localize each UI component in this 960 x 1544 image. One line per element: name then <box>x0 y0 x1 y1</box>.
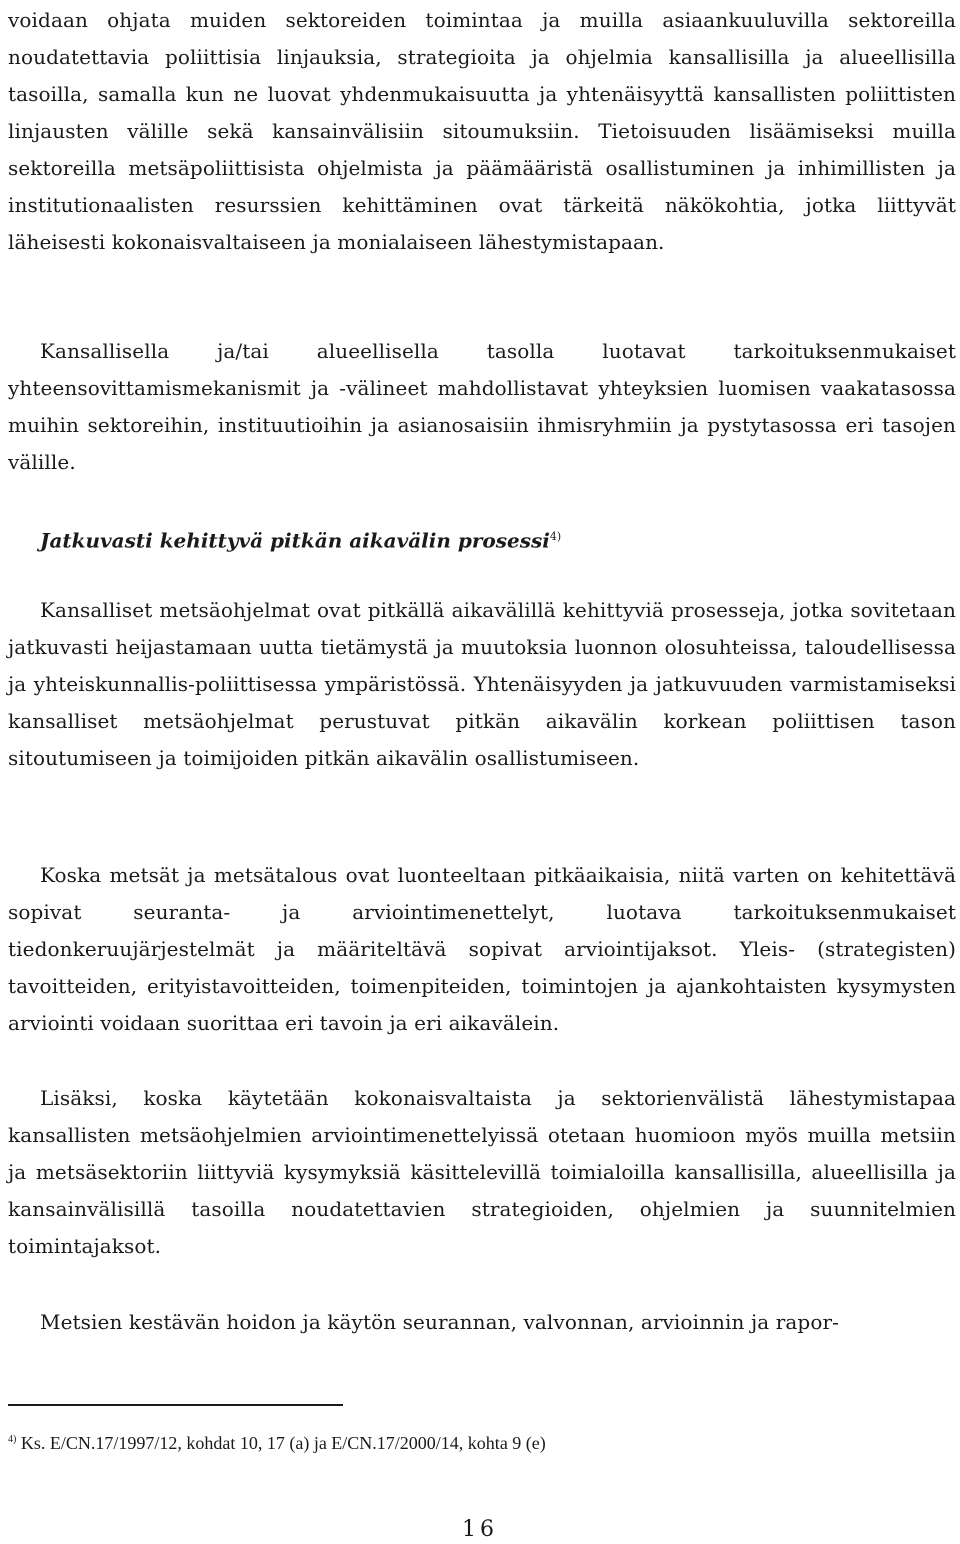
paragraph-text: Koska metsät ja metsätalous ovat luonteeltaan pitkäaikaisia, niitä varten on kehitettävä sopivat seuranta- ja arviointimenettelyt, luotava tarkoituksenmukaiset tiedonkeruujärjestelmät ja määriteltävä sopivat arviointijaksot. Yleis- (strategisten) tavoitteiden, erityistavoitteiden, toimenpiteiden, toimintojen ja ajankohtaisten kysymysten arviointi voidaan suorittaa eri tavoin ja eri aikavälein. <box>8 863 956 1035</box>
footnote-reference: 4) <box>549 530 562 543</box>
paragraph-continued <box>8 2 956 261</box>
paragraph <box>8 1080 956 1265</box>
footnote-divider <box>8 1404 343 1406</box>
footnote-marker: 4) <box>8 1434 17 1445</box>
page-number: 16 <box>462 1517 498 1542</box>
footnote <box>8 1428 908 1455</box>
paragraph-text: Metsien kestävän hoidon ja käytön seurannan, valvonnan, arvioinnin ja rapor- <box>40 1310 839 1334</box>
heading-title: Jatkuvasti kehittyvä pitkän aikavälin prosessi <box>40 528 550 553</box>
paragraph-text: Kansalliset metsäohjelmat ovat pitkällä aikavälillä kehittyviä prosesseja, jotka sovitetaan jatkuvasti heijastamaan uutta tietämystä ja muutoksia luonnon olosuhteissa, taloudellisessa ja yhteiskunnallis-poliittisessa ympäristössä. Yhtenäisyyden ja jatkuvuuden varmistamiseksi kansalliset metsäohjelmat perustuvat pitkän aikavälin korkean poliittisen tason sitoutumiseen ja toimijoiden pitkän aikavälin osallistumiseen. <box>8 598 956 770</box>
paragraph <box>8 857 956 1042</box>
footnote-text: Ks. E/CN.17/1997/12, kohdat 10, 17 (a) ja E/CN.17/2000/14, kohta 9 (e) <box>16 1433 546 1453</box>
paragraph <box>8 1304 956 1341</box>
section-heading-text <box>8 518 956 560</box>
paragraph-text: Lisäksi, koska käytetään kokonaisvaltaista ja sektorienvälistä lähestymistapaa kansallisten metsäohjelmien arviointimenettelyissä otetaan huomioon myös muilla metsiin ja metsäsektoriin liittyviä kysymyksiä käsittelevillä toimialoilla kansallisilla, alueellisilla ja kansainvälisillä tasoilla noudatettavien strategioiden, ohjelmien ja suunnitelmien toimintajaksot. <box>8 1086 956 1258</box>
paragraph <box>8 592 956 777</box>
paragraph-text: voidaan ohjata muiden sektoreiden toimintaa ja muilla asiaankuuluvilla sektoreilla noudatettavia poliittisia linjauksia, strategioita ja ohjelmia kansallisilla ja alueellisilla tasoilla, samalla kun ne luovat yhdenmukaisuutta ja yhtenäisyyttä kansallisten poliittisten linjausten välille sekä kansainvälisiin sitoumuksiin. Tietoisuuden lisäämiseksi muilla sektoreilla metsäpoliittisista ohjelmista ja päämääristä osallistuminen ja inhimillisten ja institutionaalisten resurssien kehittäminen ovat tärkeitä näkökohtia, jotka liittyvät läheisesti kokonaisvaltaiseen ja monialaiseen lähestymistapaan. <box>8 8 956 254</box>
section-heading <box>8 518 956 560</box>
paragraph-text: Kansallisella ja/tai alueellisella tasolla luotavat tarkoituksenmukaiset yhteensovittamismekanismit ja -välineet mahdollistavat yhteyksien luomisen vaakatasossa muihin sektoreihin, instituutioihin ja asianosaisiin ihmisryhmiin ja pystytasossa eri tasojen välille. <box>8 339 956 474</box>
paragraph <box>8 333 956 481</box>
